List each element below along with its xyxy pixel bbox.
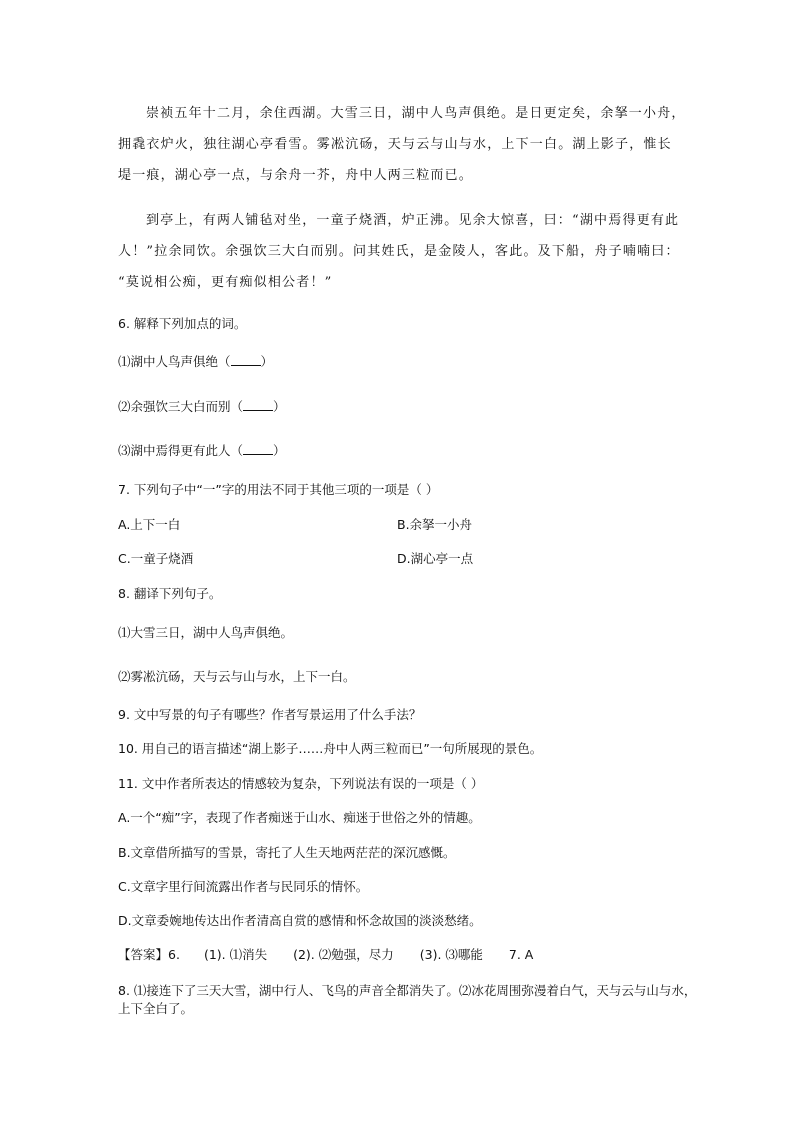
item-close: ） bbox=[260, 354, 274, 369]
question-8-item-2: ⑵雾凇沆砀，天与云与山与水，上下一白。 bbox=[118, 669, 356, 684]
question-7-title: 7. 下列句子中“一”字的用法不同于其他三项的一项是（ ） bbox=[118, 482, 439, 497]
passage-p1-line2: 拥毳衣炉火，独往湖心亭看雪。雾凇沆砀，天与云与山与水，上下一白。湖上影子，惟长 bbox=[118, 137, 672, 152]
question-11-option-d: D.文章委婉地传达出作者清高自赏的感情和怀念故国的淡淡愁绪。 bbox=[118, 913, 482, 928]
question-6-title: 6. 解释下列加点的词。 bbox=[118, 316, 247, 331]
passage-p2-line1: 到亭上，有两人铺毡对坐，一童子烧酒，炉正沸。见余大惊喜，曰：“湖中焉得更有此 bbox=[146, 213, 680, 228]
passage-p2-line3: “莫说相公痴，更有痴似相公者！” bbox=[118, 275, 333, 290]
question-7-option-b: B.余拏一小舟 bbox=[397, 517, 473, 532]
question-11-option-c: C.文章字里行间流露出作者与民同乐的情怀。 bbox=[118, 879, 369, 894]
answer-label: 【答案】6. bbox=[118, 947, 180, 962]
question-6-item-3 bbox=[118, 443, 286, 459]
question-8-title: 8. 翻译下列句子。 bbox=[118, 586, 222, 601]
item-text: ⑴湖中人鸟声俱绝（ bbox=[118, 354, 231, 369]
question-7-option-d: D.湖心亭一点 bbox=[397, 551, 474, 566]
answer-6-1: (1). ⑴消失 bbox=[203, 947, 268, 962]
item-text: ⑵余强饮三大白而别（ bbox=[118, 399, 244, 414]
passage-p2-line2: 人！”拉余同饮。余强饮三大白而别。问其姓氏，是金陵人，客此。及下船，舟子喃喃曰： bbox=[118, 244, 680, 259]
question-6-item-2 bbox=[118, 399, 286, 415]
answer-blank bbox=[231, 354, 261, 366]
question-6-item-1 bbox=[118, 354, 273, 370]
answer-8-line-1: 8. ⑴接连下了三天大雪，湖中行人、飞鸟的声音全都消失了。⑵冰花周围弥漫着白气，天与云与山与水， bbox=[118, 983, 697, 998]
passage-p1-line3: 堤一痕，湖心亭一点，与余舟一芥，舟中人两三粒而已。 bbox=[118, 168, 474, 183]
answer-6-2: (2). ⑵勉强，尽力 bbox=[293, 947, 394, 962]
answer-8-line-2: 上下全白了。 bbox=[118, 1001, 194, 1016]
answer-blank bbox=[243, 443, 273, 455]
question-11-option-b: B.文章借所描写的雪景，寄托了人生天地两茫茫的深沉感慨。 bbox=[118, 845, 456, 860]
question-10-title: 10. 用自己的语言描述“湖上影子……舟中人两三粒而已”一句所展现的景色。 bbox=[118, 741, 543, 756]
item-close: ） bbox=[273, 399, 286, 414]
question-9-title: 9. 文中写景的句子有哪些？作者写景运用了什么手法？ bbox=[118, 707, 422, 722]
question-7-option-c: C.一童子烧酒 bbox=[118, 551, 194, 566]
item-text: ⑶湖中焉得更有此人（ bbox=[118, 443, 244, 458]
answer-blank bbox=[243, 399, 273, 411]
answer-line-1 bbox=[118, 947, 533, 963]
question-11-title: 11. 文中作者所表达的情感较为复杂，下列说法有误的一项是（ ） bbox=[118, 776, 484, 791]
item-close: ） bbox=[273, 443, 286, 458]
question-7-option-a: A.上下一白 bbox=[118, 517, 181, 532]
question-11-option-a: A.一个“痴”字，表现了作者痴迷于山水、痴迷于世俗之外的情趣。 bbox=[118, 810, 481, 825]
question-8-item-1: ⑴大雪三日，湖中人鸟声俱绝。 bbox=[118, 625, 294, 640]
answer-7: 7. A bbox=[508, 947, 534, 962]
passage-p1-line1: 崇祯五年十二月，余住西湖。大雪三日，湖中人鸟声俱绝。是日更定矣，余拏一小舟， bbox=[146, 106, 686, 121]
answer-6-3: (3). ⑶哪能 bbox=[419, 947, 483, 962]
